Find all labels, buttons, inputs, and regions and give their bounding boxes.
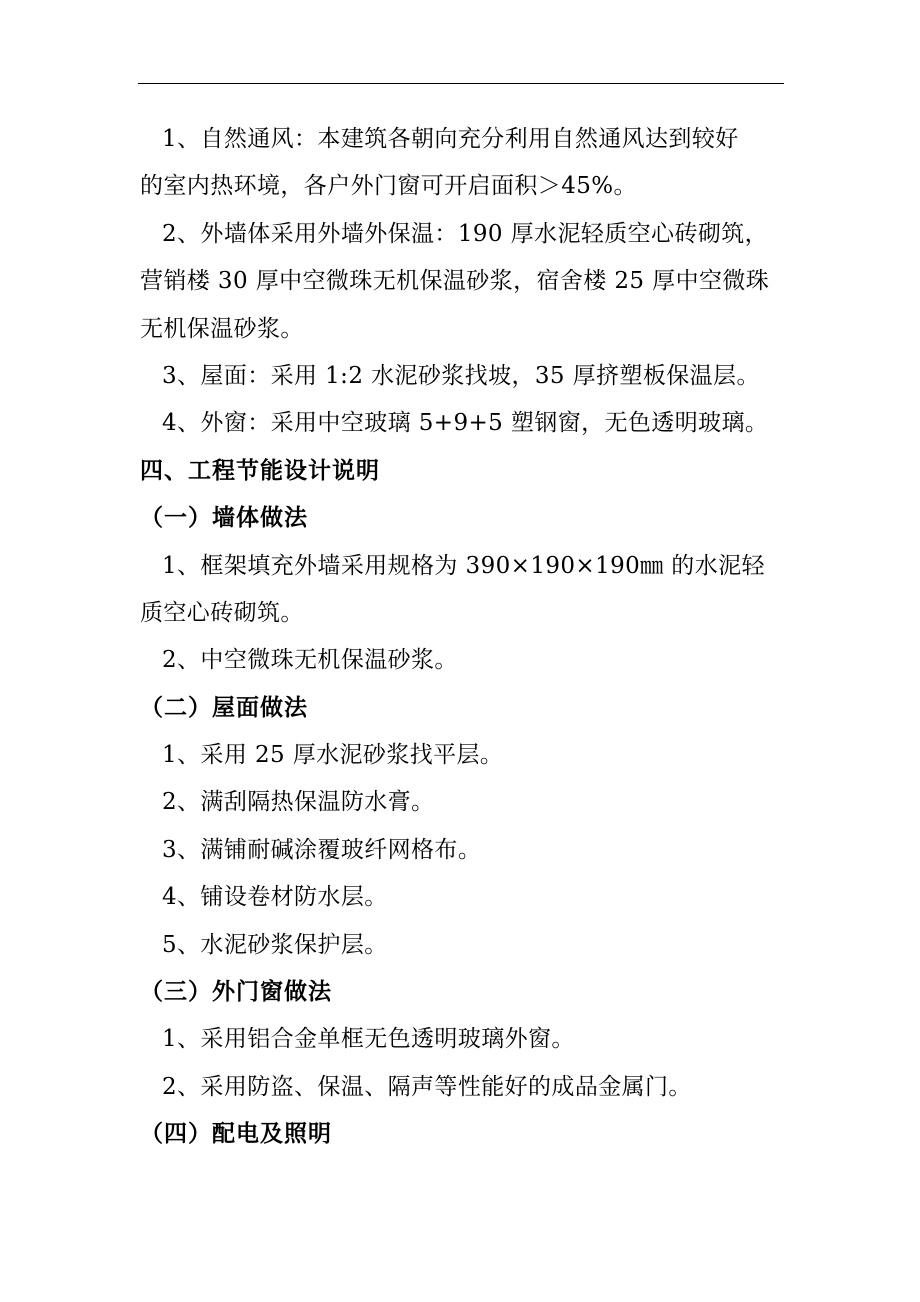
header-rule: [138, 83, 784, 84]
paragraph-line: 1、采用 25 厚水泥砂浆找平层。: [162, 742, 504, 769]
paragraph-line: 2、外墙体采用外墙外保温：190 厚水泥轻质空心砖砌筑，: [162, 220, 769, 247]
paragraph-line: 无机保温砂浆。: [140, 315, 304, 342]
subsection-heading: （一）墙体做法: [140, 505, 308, 532]
paragraph-line: 2、采用防盗、保温、隔声等性能好的成品金属门。: [162, 1073, 692, 1100]
document-body: [140, 116, 786, 1159]
subsection-heading: （二）屋面做法: [140, 694, 308, 721]
paragraph-line: 3、满铺耐碱涂覆玻纤网格布。: [162, 836, 482, 863]
paragraph-line: 1、自然通风：本建筑各朝向充分利用自然通风达到较好: [162, 126, 739, 152]
paragraph-line: 营销楼 30 厚中空微珠无机保温砂浆，宿舍楼 25 厚中空微珠: [140, 268, 770, 295]
paragraph-line: 4、铺设卷材防水层。: [162, 884, 388, 911]
subsection-heading: （四）配电及照明: [140, 1121, 332, 1148]
paragraph-line: 2、满刮隔热保温防水膏。: [162, 789, 435, 816]
section-heading: 四、工程节能设计说明: [140, 457, 380, 484]
paragraph-line: 质空心砖砌筑。: [140, 599, 304, 626]
paragraph-line: 5、水泥砂浆保护层。: [162, 931, 388, 958]
paragraph-line: 4、外窗：采用中空玻璃 5+9+5 塑钢窗，无色透明玻璃。: [162, 410, 769, 437]
subsection-heading: （三）外门窗做法: [140, 979, 332, 1006]
paragraph-line: 的室内热环境，各户外门窗可开启面积＞45%。: [140, 173, 637, 200]
paragraph-line: 2、中空微珠无机保温砂浆。: [162, 647, 458, 674]
paragraph-line: 1、采用铝合金单框无色透明玻璃外窗。: [162, 1026, 575, 1053]
paragraph-line: 3、屋面：采用 1:2 水泥砂浆找坡，35 厚挤塑板保温层。: [162, 362, 760, 389]
paragraph-line: 1、框架填充外墙采用规格为 390×190×190㎜ 的水泥轻: [162, 552, 765, 579]
